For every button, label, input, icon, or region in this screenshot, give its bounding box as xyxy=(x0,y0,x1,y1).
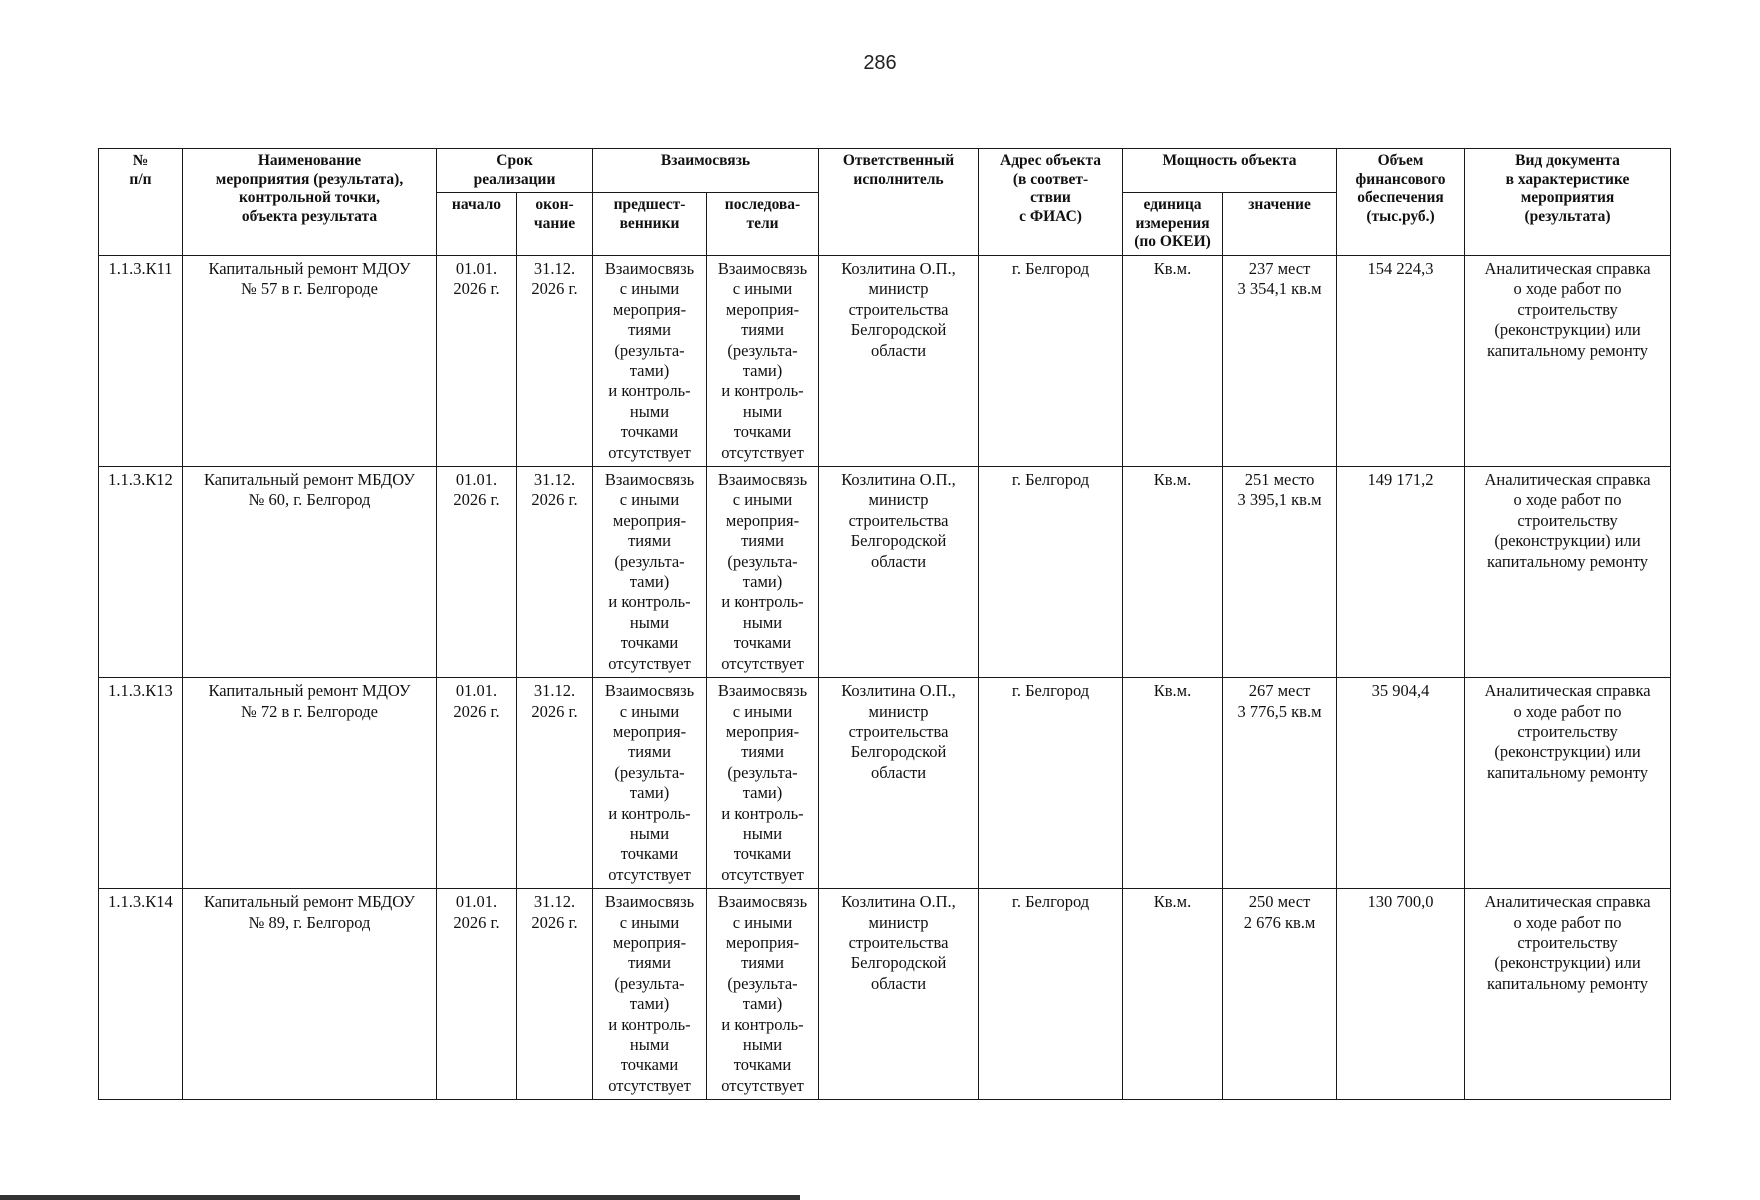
row-num: 1.1.3.К12 xyxy=(99,467,183,678)
header-link-succ: последова- тели xyxy=(707,193,819,256)
row-funding: 149 171,2 xyxy=(1337,467,1465,678)
row-unit: Кв.м. xyxy=(1123,889,1223,1100)
row-name: Капитальный ремонт МДОУ № 57 в г. Белгороде xyxy=(183,255,437,466)
row-start: 01.01. 2026 г. xyxy=(437,467,517,678)
row-responsible: Козлитина О.П., министр строительства Белгородской области xyxy=(819,255,979,466)
row-unit: Кв.м. xyxy=(1123,678,1223,889)
header-term-start: начало xyxy=(437,193,517,256)
header-term: Срок реализации xyxy=(437,149,593,193)
row-funding: 130 700,0 xyxy=(1337,889,1465,1100)
row-name: Капитальный ремонт МБДОУ № 60, г. Белгород xyxy=(183,467,437,678)
row-doc: Аналитическая справка о ходе работ по строительству (реконструкции) или капитальному ремонту xyxy=(1465,889,1671,1100)
row-num: 1.1.3.К13 xyxy=(99,678,183,889)
row-start: 01.01. 2026 г. xyxy=(437,255,517,466)
row-pred: Взаимосвязь с иными мероприя- тиями (результа- тами) и контроль- ными точками отсутствует xyxy=(593,678,707,889)
row-end: 31.12. 2026 г. xyxy=(517,889,593,1100)
row-value: 250 мест 2 676 кв.м xyxy=(1223,889,1337,1100)
row-succ: Взаимосвязь с иными мероприя- тиями (результа- тами) и контроль- ными точками отсутствует xyxy=(707,255,819,466)
row-funding: 35 904,4 xyxy=(1337,678,1465,889)
row-doc: Аналитическая справка о ходе работ по строительству (реконструкции) или капитальному ремонту xyxy=(1465,255,1671,466)
table-header xyxy=(99,149,1671,256)
row-address: г. Белгород xyxy=(979,255,1123,466)
row-end: 31.12. 2026 г. xyxy=(517,678,593,889)
header-link-pred: предшест- венники xyxy=(593,193,707,256)
row-end: 31.12. 2026 г. xyxy=(517,255,593,466)
row-value: 267 мест 3 776,5 кв.м xyxy=(1223,678,1337,889)
table-row xyxy=(99,255,1671,466)
header-capacity: Мощность объекта xyxy=(1123,149,1337,193)
row-pred: Взаимосвязь с иными мероприя- тиями (результа- тами) и контроль- ными точками отсутствует xyxy=(593,889,707,1100)
program-table xyxy=(98,148,1671,1100)
row-start: 01.01. 2026 г. xyxy=(437,889,517,1100)
header-link: Взаимосвязь xyxy=(593,149,819,193)
row-doc: Аналитическая справка о ходе работ по строительству (реконструкции) или капитальному ремонту xyxy=(1465,467,1671,678)
row-address: г. Белгород xyxy=(979,467,1123,678)
row-start: 01.01. 2026 г. xyxy=(437,678,517,889)
row-funding: 154 224,3 xyxy=(1337,255,1465,466)
row-address: г. Белгород xyxy=(979,678,1123,889)
row-num: 1.1.3.К11 xyxy=(99,255,183,466)
row-doc: Аналитическая справка о ходе работ по строительству (реконструкции) или капитальному ремонту xyxy=(1465,678,1671,889)
row-pred: Взаимосвязь с иными мероприя- тиями (результа- тами) и контроль- ными точками отсутствует xyxy=(593,467,707,678)
page-number: 286 xyxy=(863,52,897,74)
header-name: Наименование мероприятия (результата), контрольной точки, объекта результата xyxy=(183,149,437,256)
row-address: г. Белгород xyxy=(979,889,1123,1100)
row-name: Капитальный ремонт МБДОУ № 89, г. Белгород xyxy=(183,889,437,1100)
row-pred: Взаимосвязь с иными мероприя- тиями (результа- тами) и контроль- ными точками отсутствует xyxy=(593,255,707,466)
row-responsible: Козлитина О.П., министр строительства Белгородской области xyxy=(819,678,979,889)
row-unit: Кв.м. xyxy=(1123,255,1223,466)
row-num: 1.1.3.К14 xyxy=(99,889,183,1100)
table-row xyxy=(99,467,1671,678)
header-num: № п/п xyxy=(99,149,183,256)
header-responsible: Ответственный исполнитель xyxy=(819,149,979,256)
scan-edge-rule xyxy=(0,1195,800,1200)
row-succ: Взаимосвязь с иными мероприя- тиями (результа- тами) и контроль- ными точками отсутствует xyxy=(707,889,819,1100)
table-row xyxy=(99,889,1671,1100)
row-responsible: Козлитина О.П., министр строительства Белгородской области xyxy=(819,889,979,1100)
header-funding: Объем финансового обеспечения (тыс.руб.) xyxy=(1337,149,1465,256)
row-value: 237 мест 3 354,1 кв.м xyxy=(1223,255,1337,466)
header-cap-unit: единица измерения (по ОКЕИ) xyxy=(1123,193,1223,256)
row-responsible: Козлитина О.П., министр строительства Белгородской области xyxy=(819,467,979,678)
table-row xyxy=(99,678,1671,889)
row-end: 31.12. 2026 г. xyxy=(517,467,593,678)
row-unit: Кв.м. xyxy=(1123,467,1223,678)
row-succ: Взаимосвязь с иными мероприя- тиями (результа- тами) и контроль- ными точками отсутствует xyxy=(707,467,819,678)
header-address: Адрес объекта (в соответ- ствии с ФИАС) xyxy=(979,149,1123,256)
header-doc-type: Вид документа в характеристике мероприятия (результата) xyxy=(1465,149,1671,256)
row-name: Капитальный ремонт МДОУ № 72 в г. Белгороде xyxy=(183,678,437,889)
table-body xyxy=(99,255,1671,1099)
row-value: 251 место 3 395,1 кв.м xyxy=(1223,467,1337,678)
header-cap-value: значение xyxy=(1223,193,1337,256)
row-succ: Взаимосвязь с иными мероприя- тиями (результа- тами) и контроль- ными точками отсутствует xyxy=(707,678,819,889)
header-term-end: окон- чание xyxy=(517,193,593,256)
